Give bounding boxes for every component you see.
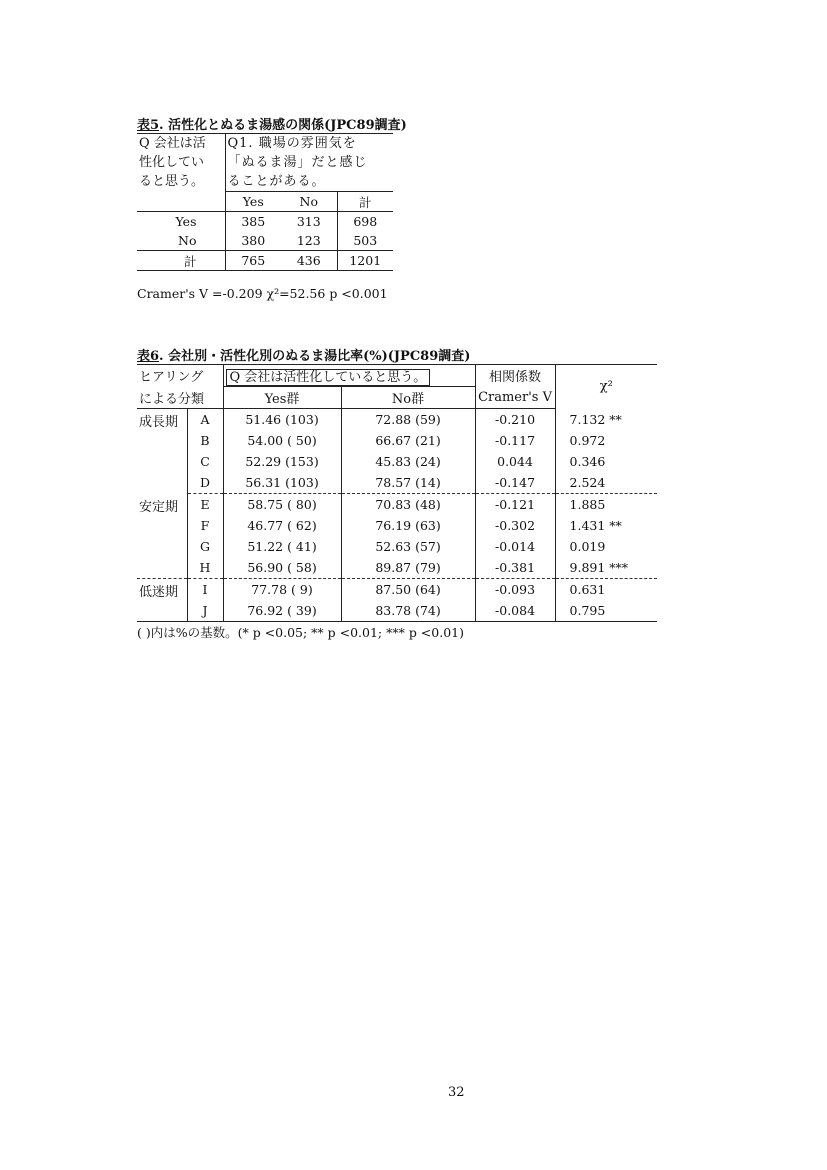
table5-q1-header <box>225 134 393 192</box>
table6-v: -0.093 <box>475 579 555 601</box>
table6-yes: 58.75 ( 80) <box>223 494 341 516</box>
table6-yes: 54.00 ( 50) <box>223 430 341 451</box>
table6-yes: 56.90 ( 58) <box>223 557 341 579</box>
table6-chi: 0.972 <box>555 430 657 451</box>
table6-company: A <box>187 409 223 431</box>
table6-v: -0.210 <box>475 409 555 431</box>
table6-group-label: 安定期 <box>137 494 187 579</box>
table6-chi: 0.631 <box>555 579 657 601</box>
table6-v: -0.381 <box>475 557 555 579</box>
table-row <box>137 600 657 622</box>
table6-no: 87.50 (64) <box>341 579 475 601</box>
table6-header-q-text: Q 会社は活性化していると思う。 <box>226 369 431 386</box>
table5-cell: 385 <box>225 212 281 232</box>
table6-yes: 52.29 (153) <box>223 451 341 472</box>
table6-v: -0.121 <box>475 494 555 516</box>
table6-yes: 51.46 (103) <box>223 409 341 431</box>
table6-no: 83.78 (74) <box>341 600 475 622</box>
table6-yes: 46.77 ( 62) <box>223 515 341 536</box>
table6-chi: 1.431 ** <box>555 515 657 536</box>
table6-yes: 77.78 ( 9) <box>223 579 341 601</box>
page-number: 32 <box>448 1085 465 1100</box>
table6-v: -0.302 <box>475 515 555 536</box>
table6-company: G <box>187 536 223 557</box>
table5-q1-line: 「ぬるま湯」だと感じ <box>227 155 368 170</box>
table6-header-left-2: による分類 <box>137 387 223 409</box>
table6-chi: 9.891 *** <box>555 557 657 579</box>
table6-header-yes: Yes群 <box>223 387 341 409</box>
table5-cell: 436 <box>281 251 337 271</box>
table6-no: 66.67 (21) <box>341 430 475 451</box>
table5-q-header <box>137 134 225 192</box>
table5-cell: 765 <box>225 251 281 271</box>
table-row <box>137 515 657 536</box>
table6-chi: 2.524 <box>555 472 657 494</box>
table5-col-total: 計 <box>337 192 393 212</box>
table-row <box>137 451 657 472</box>
table5-row-total <box>137 251 393 271</box>
table6-header-chi: χ² <box>555 365 657 409</box>
table5-col-yes: Yes <box>225 192 281 212</box>
table6-no: 72.88 (59) <box>341 409 475 431</box>
table-row <box>137 430 657 451</box>
table5-cell: 698 <box>337 212 393 232</box>
table5-caption <box>137 114 407 133</box>
table6-header-corr: 相関係数 <box>475 365 555 387</box>
table6-yes: 51.22 ( 41) <box>223 536 341 557</box>
table6-company: H <box>187 557 223 579</box>
table5-note: Cramer's V =-0.209 χ²=52.56 p <0.001 <box>137 286 388 301</box>
table-row <box>137 536 657 557</box>
table5-q-line: 性化してい <box>139 155 205 170</box>
table5-cell: 313 <box>296 214 321 229</box>
table6-header-corr-2: Cramer's V <box>475 387 555 409</box>
table5-q1-line: ることがある。 <box>227 174 326 189</box>
table5-row-label: Yes <box>175 214 197 229</box>
table6-chi: 1.885 <box>555 494 657 516</box>
table6-no: 70.83 (48) <box>341 494 475 516</box>
table5-row-label: 計 <box>137 251 225 271</box>
table5-col-header-row <box>137 192 393 212</box>
table6-no: 45.83 (24) <box>341 451 475 472</box>
table6-v: 0.044 <box>475 451 555 472</box>
table6-company: F <box>187 515 223 536</box>
table6-company: B <box>187 430 223 451</box>
table-row <box>137 557 657 579</box>
table6-yes: 76.92 ( 39) <box>223 600 341 622</box>
table6-caption-prefix: 表6 <box>137 349 160 364</box>
table6-v: -0.147 <box>475 472 555 494</box>
table6-v: -0.117 <box>475 430 555 451</box>
table5-q-line: Q 会社は活 <box>139 136 206 151</box>
table6-company: D <box>187 472 223 494</box>
table6-header-left: ヒアリング <box>137 365 223 387</box>
table6-header-row-1 <box>137 365 657 387</box>
table5-row-yes <box>137 212 393 232</box>
table6-header-q <box>223 365 475 387</box>
table5-cell: 503 <box>337 231 393 251</box>
table-row <box>137 472 657 494</box>
table-row <box>137 409 657 431</box>
table6-v: -0.014 <box>475 536 555 557</box>
table5-cell: 1201 <box>337 251 393 271</box>
table5-caption-prefix: 表5 <box>137 118 160 133</box>
table6-yes: 56.31 (103) <box>223 472 341 494</box>
table5-cell: 123 <box>296 233 321 248</box>
table6-company: I <box>187 579 223 601</box>
table6-no: 89.87 (79) <box>341 557 475 579</box>
table6-group-label: 成長期 <box>139 415 179 430</box>
table5-row-label: No <box>178 233 197 248</box>
table5-cell: 380 <box>225 231 281 251</box>
table6-note: ( )内は%の基数。(* p <0.05; ** p <0.01; *** p <0.01) <box>137 625 464 640</box>
table6-company: E <box>187 494 223 516</box>
table6-company: C <box>187 451 223 472</box>
table5-col-no: No <box>281 192 337 212</box>
table6-chi: 0.346 <box>555 451 657 472</box>
table6 <box>137 364 657 622</box>
table6-header-no: No群 <box>341 387 475 409</box>
table6-no: 52.63 (57) <box>341 536 475 557</box>
table6-chi: 0.019 <box>555 536 657 557</box>
table5-q1-line: Q1. 職場の雰囲気を <box>227 136 357 151</box>
table6-chi: 0.795 <box>555 600 657 622</box>
table6-v: -0.084 <box>475 600 555 622</box>
table-row <box>137 579 657 601</box>
table5-header-row <box>137 134 393 192</box>
table5-q-line: ると思う。 <box>139 174 205 189</box>
table6-caption-rest: . 会社別・活性化別のぬるま湯比率(%)(JPC89調査) <box>159 349 471 364</box>
table-row <box>137 494 657 516</box>
table5-caption-rest: . 活性化とぬるま湯感の関係(JPC89調査) <box>159 118 407 133</box>
table6-no: 76.19 (63) <box>341 515 475 536</box>
table6-chi: 7.132 ** <box>555 409 657 431</box>
table6-no: 78.57 (14) <box>341 472 475 494</box>
table5 <box>137 133 393 271</box>
table6-company: J <box>187 600 223 622</box>
table5-row-no <box>137 231 393 251</box>
table6-caption <box>137 345 470 364</box>
table6-group-label: 低迷期 <box>137 579 187 622</box>
